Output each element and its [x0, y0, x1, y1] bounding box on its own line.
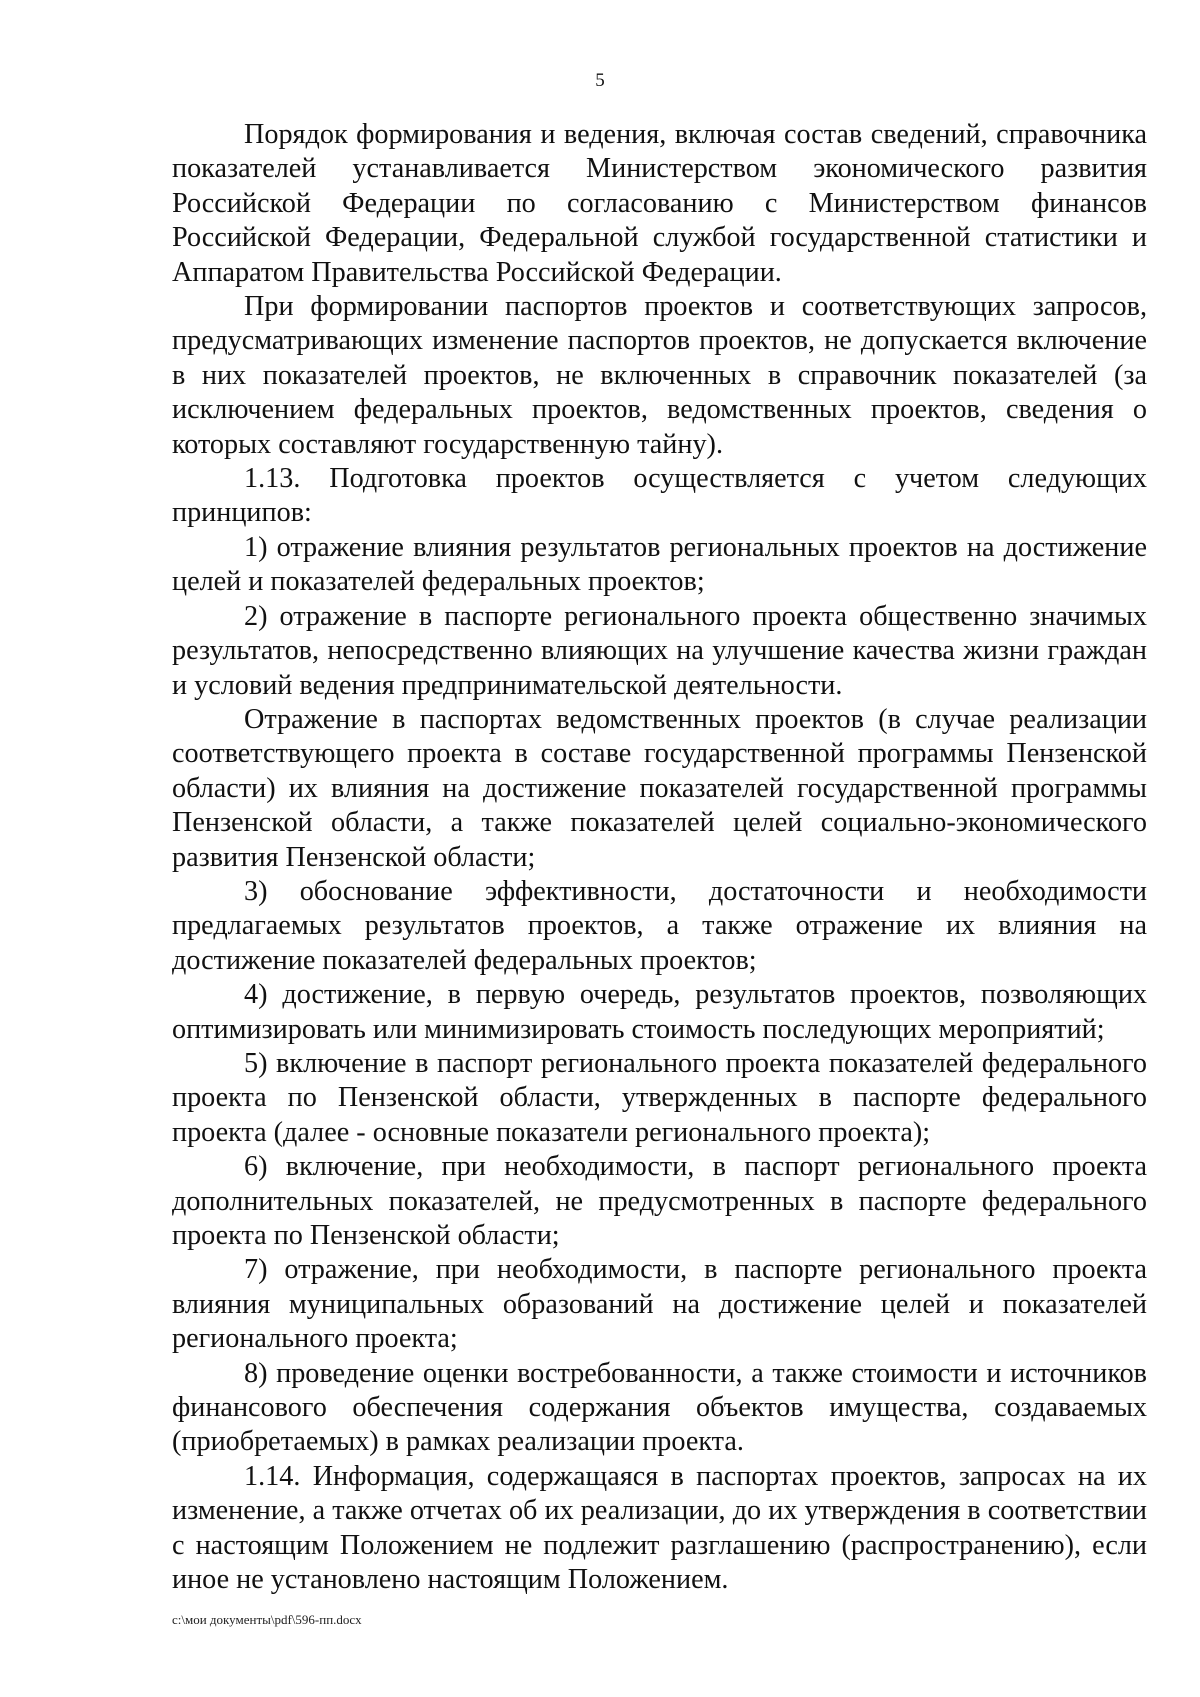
paragraph: 4) достижение, в первую очередь, результатов проектов, позволяющих оптимизировать или минимизировать стоимость последующих мероприятий; — [172, 979, 1147, 1045]
page-number: 5 — [595, 70, 605, 91]
paragraph: Порядок формирования и ведения, включая состав сведений, справочника показателей устанавливается Министерством экономического развития Российской Федерации по согласованию с Министерством финансов Российской Федерации, Федеральной службой государственной статистики и Аппаратом Правительства Российской Федерации. — [172, 119, 1147, 288]
paragraph: При формировании паспортов проектов и соответствующих запросов, предусматривающих изменение паспортов проектов, не допускается включение в них показателей проектов, не включенных в справочник показателей (за исключением федеральных проектов, ведомственных проектов, сведения о которых составляют государственную тайну). — [172, 291, 1147, 460]
paragraph: 3) обоснование эффективности, достаточности и необходимости предлагаемых результатов проектов, а также отражение их влияния на достижение показателей федеральных проектов; — [172, 875, 1147, 976]
paragraph: 2) отражение в паспорте регионального проекта общественно значимых результатов, непосредственно влияющих на улучшение качества жизни граждан и условий ведения предпринимательской деятельности. — [172, 600, 1147, 701]
paragraph: 7) отражение, при необходимости, в паспорте регионального проекта влияния муниципальных образований на достижение целей и показателей регионального проекта; — [172, 1254, 1147, 1355]
paragraph: 5) включение в паспорт регионального проекта показателей федерального проекта по Пензенской области, утвержденных в паспорте федерального проекта (далее - основные показатели регионального проекта); — [172, 1047, 1147, 1148]
document-body — [172, 118, 1147, 1597]
paragraph: 6) включение, при необходимости, в паспорт регионального проекта дополнительных показателей, не предусмотренных в паспорте федерального проекта по Пензенской области; — [172, 1151, 1147, 1251]
paragraph: 1) отражение влияния результатов региональных проектов на достижение целей и показателей федеральных проектов; — [172, 531, 1147, 598]
paragraph: 8) проведение оценки востребованности, а также стоимости и источников финансового обеспечения содержания объектов имущества, создаваемых (приобретаемых) в рамках реализации проекта. — [172, 1357, 1147, 1458]
paragraph: 1.14. Информация, содержащаяся в паспортах проектов, запросах на их изменение, а также отчетах об их реализации, до их утверждения в соответствии с настоящим Положением не подлежит разглашению (распространению), если иное не установлено настоящим Положением. — [172, 1460, 1147, 1596]
footer-file-path: c:\мои документы\pdf\596-пп.docx — [172, 1612, 362, 1627]
paragraph: Отражение в паспортах ведомственных проектов (в случае реализации соответствующего проекта в составе государственной программы Пензенской области) их влияния на достижение показателей государственной программы Пензенской области, а также показателей целей социально-экономического развития Пензенской области; — [172, 703, 1147, 873]
paragraph: 1.13. Подготовка проектов осуществляется с учетом следующих принципов: — [172, 463, 1147, 529]
